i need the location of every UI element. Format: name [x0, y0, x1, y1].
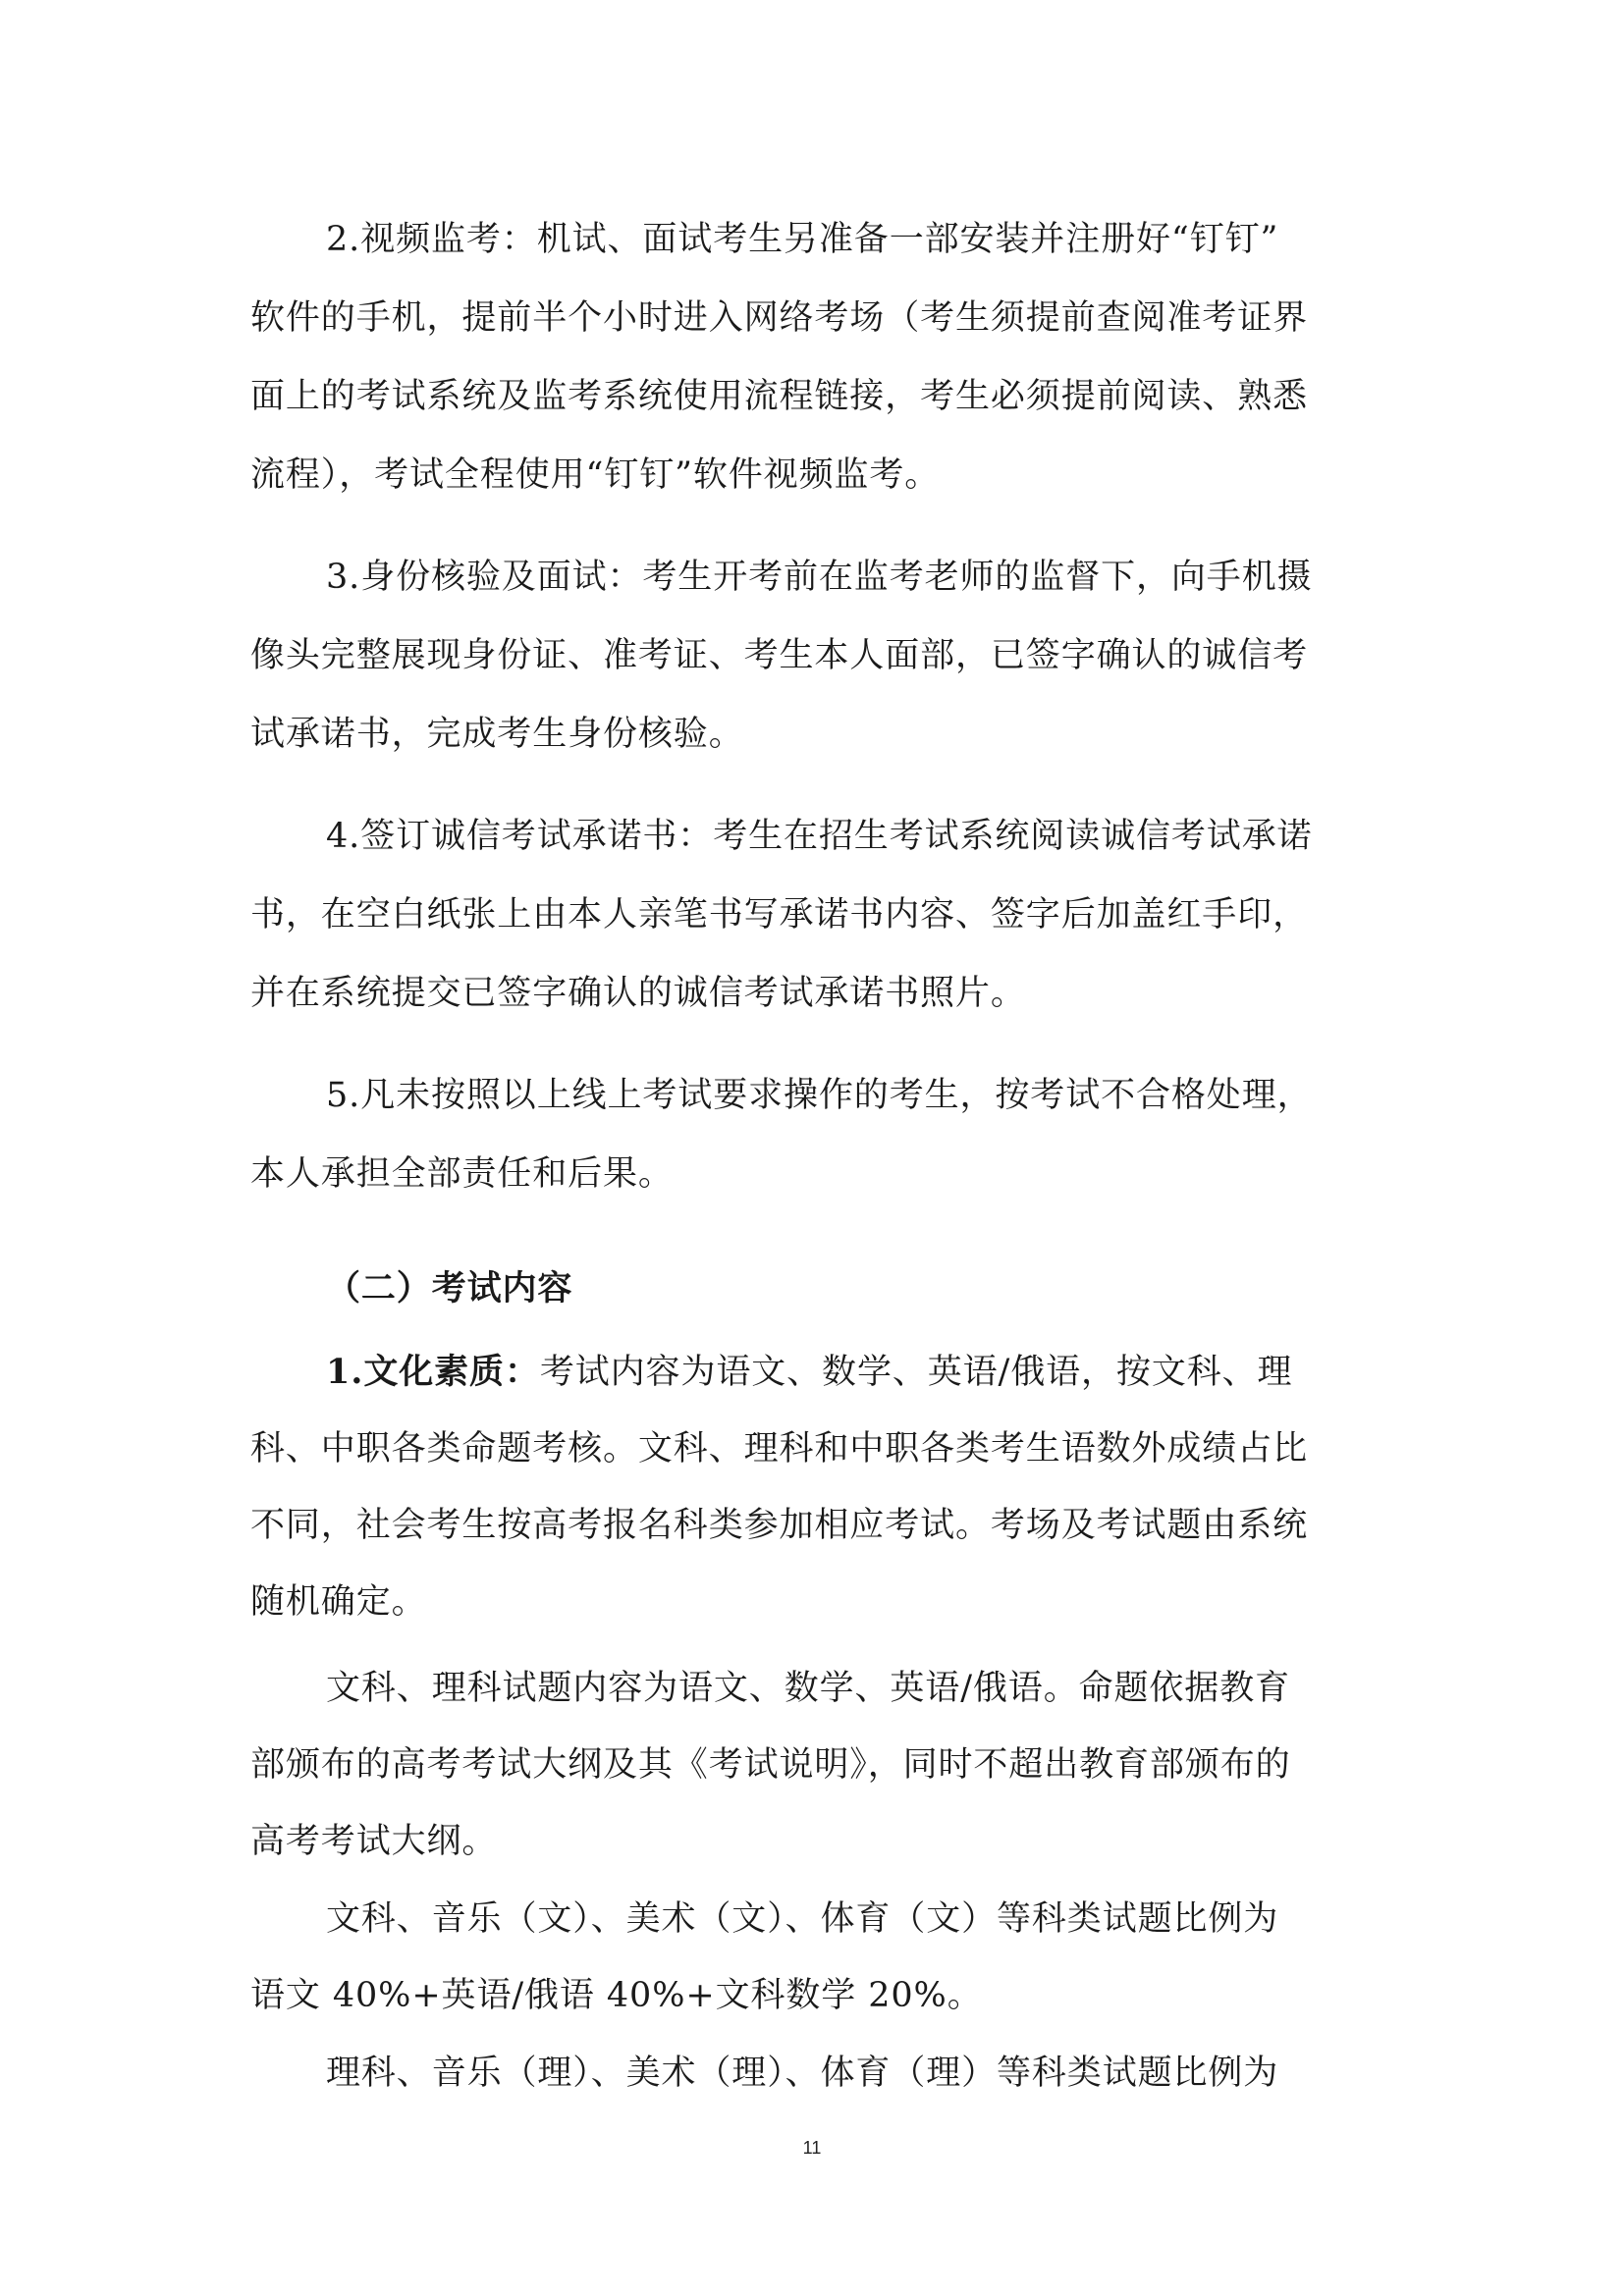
paragraph-syllabus-line-2: 部颁布的高考考试大纲及其《考试说明》，同时不超出教育部颁布的 — [250, 1745, 1291, 1785]
paragraph-culture-line-1 — [326, 1353, 1292, 1392]
paragraph-video-proctoring-line-3: 面上的考试系统及监考系统使用流程链接，考生必须提前阅读、熟悉 — [250, 377, 1309, 416]
culture-label: 1.文化素质： — [326, 1352, 540, 1392]
page-number: 11 — [802, 2138, 822, 2158]
paragraph-liberal-arts-ratio-line-1: 文科、音乐（文）、美术（文）、体育（文）等科类试题比例为 — [326, 1899, 1279, 1939]
paragraph-liberal-arts-ratio-line-2: 语文 40%+英语/俄语 40%+文科数学 20%。 — [250, 1976, 983, 2015]
paragraph-identity-check-line-1: 3.身份核验及面试：考生开考前在监考老师的监督下，向手机摄 — [326, 558, 1313, 597]
paragraph-noncompliance-line-1: 5.凡未按照以上线上考试要求操作的考生，按考试不合格处理， — [326, 1076, 1313, 1115]
paragraph-syllabus-line-3: 高考考试大纲。 — [250, 1822, 498, 1861]
paragraph-video-proctoring-line-1: 2.视频监考：机试、面试考生另准备一部安装并注册好“钉钉” — [326, 220, 1279, 259]
paragraph-noncompliance-line-2: 本人承担全部责任和后果。 — [250, 1154, 674, 1194]
paragraph-integrity-pledge-line-1: 4.签订诚信考试承诺书：考生在招生考试系统阅读诚信考试承诺 — [326, 817, 1313, 856]
section-heading-exam-content: （二）考试内容 — [326, 1268, 573, 1308]
paragraph-integrity-pledge-line-3: 并在系统提交已签字确认的诚信考试承诺书照片。 — [250, 974, 1026, 1013]
paragraph-syllabus-line-1: 文科、理科试题内容为语文、数学、英语/俄语。命题依据教育 — [326, 1669, 1290, 1708]
culture-line-1-text: 考试内容为语文、数学、英语/俄语，按文科、理 — [539, 1353, 1293, 1392]
paragraph-integrity-pledge-line-2: 书，在空白纸张上由本人亲笔书写承诺书内容、签字后加盖红手印， — [250, 895, 1309, 934]
paragraph-identity-check-line-3: 试承诺书，完成考生身份核验。 — [250, 715, 744, 754]
paragraph-culture-line-4: 随机确定。 — [250, 1582, 427, 1622]
paragraph-video-proctoring-line-4: 流程），考试全程使用“钉钉”软件视频监考。 — [250, 455, 941, 495]
paragraph-culture-line-2: 科、中职各类命题考核。文科、理科和中职各类考生语数外成绩占比 — [250, 1429, 1309, 1468]
paragraph-video-proctoring-line-2: 软件的手机，提前半个小时进入网络考场（考生须提前查阅准考证界 — [250, 298, 1309, 338]
paragraph-identity-check-line-2: 像头完整展现身份证、准考证、考生本人面部，已签字确认的诚信考 — [250, 636, 1309, 675]
paragraph-science-ratio-line-1: 理科、音乐（理）、美术（理）、体育（理）等科类试题比例为 — [326, 2054, 1279, 2093]
paragraph-culture-line-3: 不同，社会考生按高考报名科类参加相应考试。考场及考试题由系统 — [250, 1506, 1309, 1545]
